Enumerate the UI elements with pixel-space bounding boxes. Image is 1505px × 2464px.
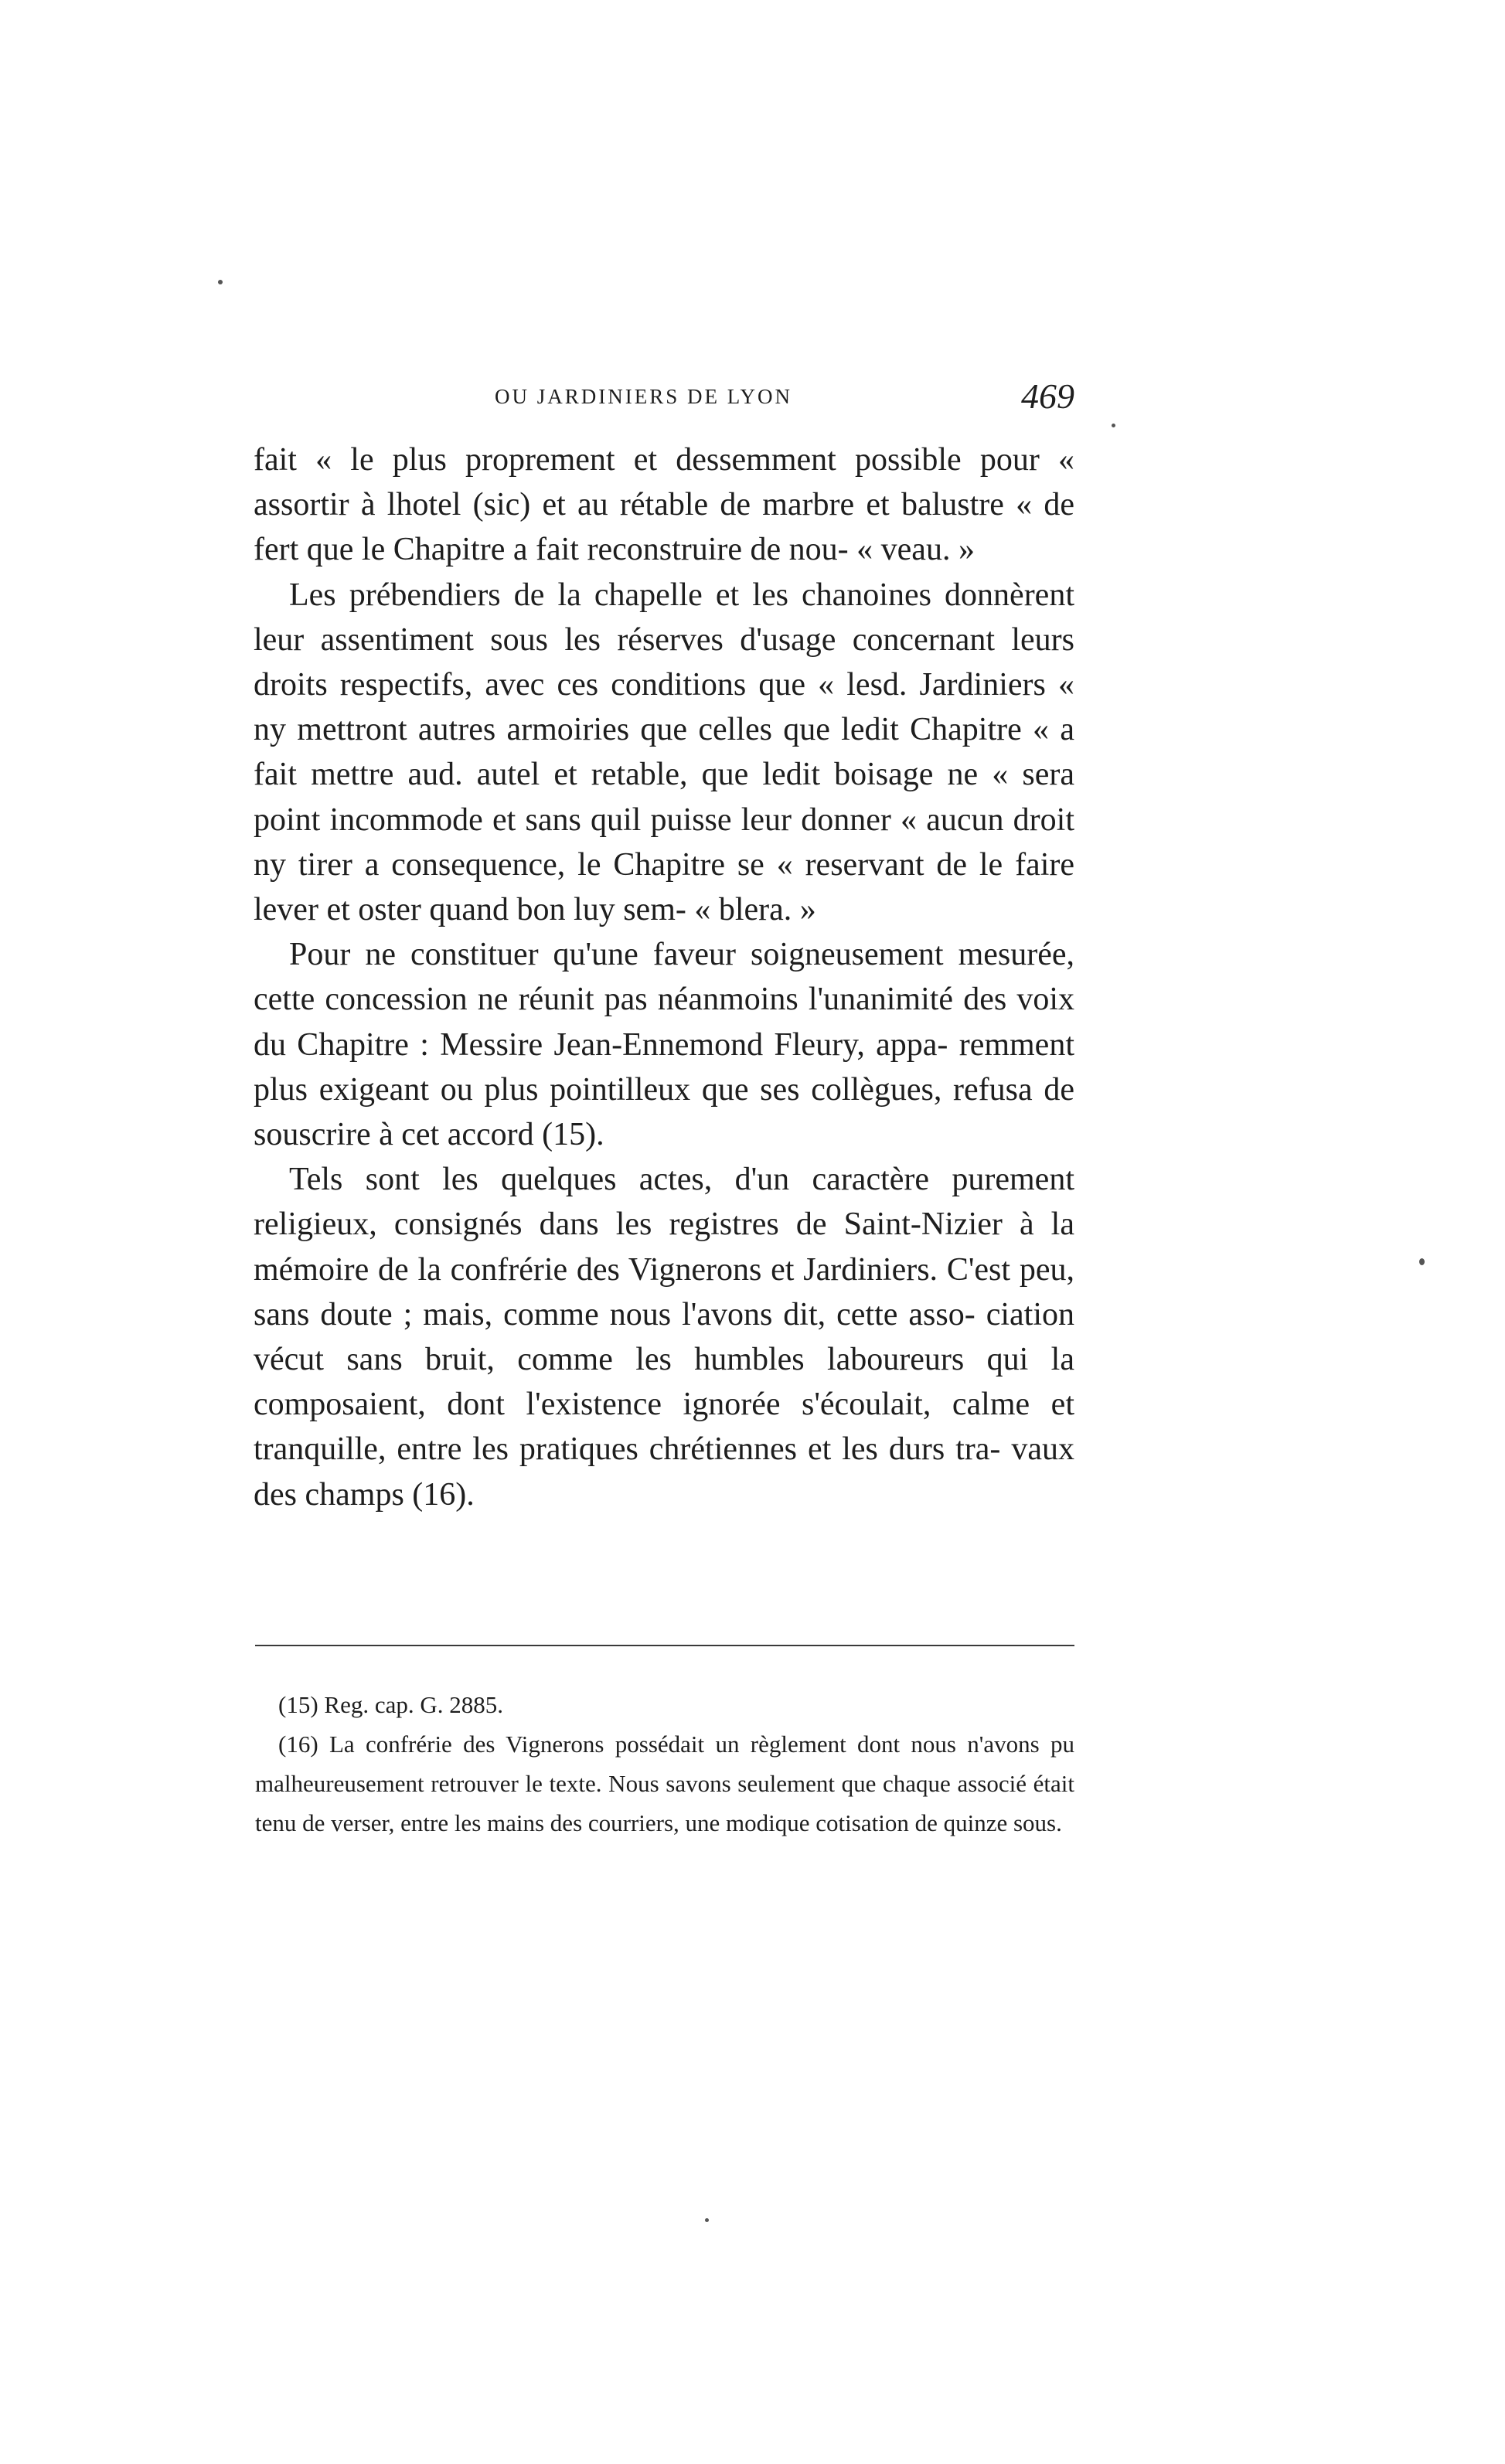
- running-title: OU JARDINIERS DE LYON: [495, 385, 793, 408]
- paragraph-1: fait « le plus proprement et dessemment possible pour « assortir à lhotel (sic) et au rétable de marbre et balustre « de fert que le Chapitre a fait reconstruire de nou- « veau. »: [254, 442, 1074, 568]
- footnotes: [255, 1685, 1074, 1843]
- ink-speck: [1112, 424, 1115, 427]
- ink-speck: [1419, 1258, 1425, 1265]
- paragraph-3: Pour ne constituer qu'une faveur soigneusement mesurée, cette concession ne réunit pas néanmoins l'unanimité des voix du Chapitre : Messire Jean-Ennemond Fleury, appa- remment plus exigeant ou plus pointilleux que ses collègues, refusa de souscrire à cet accord (15).: [254, 937, 1074, 1153]
- ink-speck: [705, 2218, 709, 2222]
- footnote-16: (16) La confrérie des Vignerons possédait un règlement dont nous n'avons pu malheureusement retrouver le texte. Nous savons seulement que chaque associé était tenu de verser, entre les mains des courriers, une modique cotisation de quinze sous.: [255, 1731, 1074, 1836]
- running-head: [255, 376, 1074, 430]
- ink-speck: [218, 280, 223, 284]
- footnote-15: (15) Reg. cap. G. 2885.: [278, 1691, 503, 1718]
- footnote-rule: [255, 1645, 1074, 1646]
- body-text: [254, 437, 1074, 1517]
- paragraph-2: Les prébendiers de la chapelle et les chanoines donnèrent leur assentiment sous les réserves d'usage concernant leurs droits respectifs, avec ces conditions que « lesd. Jardiniers « ny mettront autres armoiries que celles que ledit Chapitre « a fait mettre aud. autel et retable, que ledit boisage ne « sera point incommode et sans quil puisse leur donner « aucun droit ny tirer a consequence, le Chapitre se « reservant de le faire lever et oster quand bon luy sem- « blera. »: [254, 577, 1074, 928]
- page-number: 469: [1021, 376, 1074, 416]
- paragraph-4: Tels sont les quelques actes, d'un caractère purement religieux, consignés dans les registres de Saint-Nizier à la mémoire de la confrérie des Vignerons et Jardiniers. C'est peu, sans doute ; mais, comme nous l'avons dit, cette asso- ciation vécut sans bruit, comme les humbles laboureurs qui la composaient, dont l'existence ignorée s'écoulait, calme et tranquille, entre les pratiques chrétiennes et les durs tra- vaux des champs (16).: [254, 1162, 1074, 1513]
